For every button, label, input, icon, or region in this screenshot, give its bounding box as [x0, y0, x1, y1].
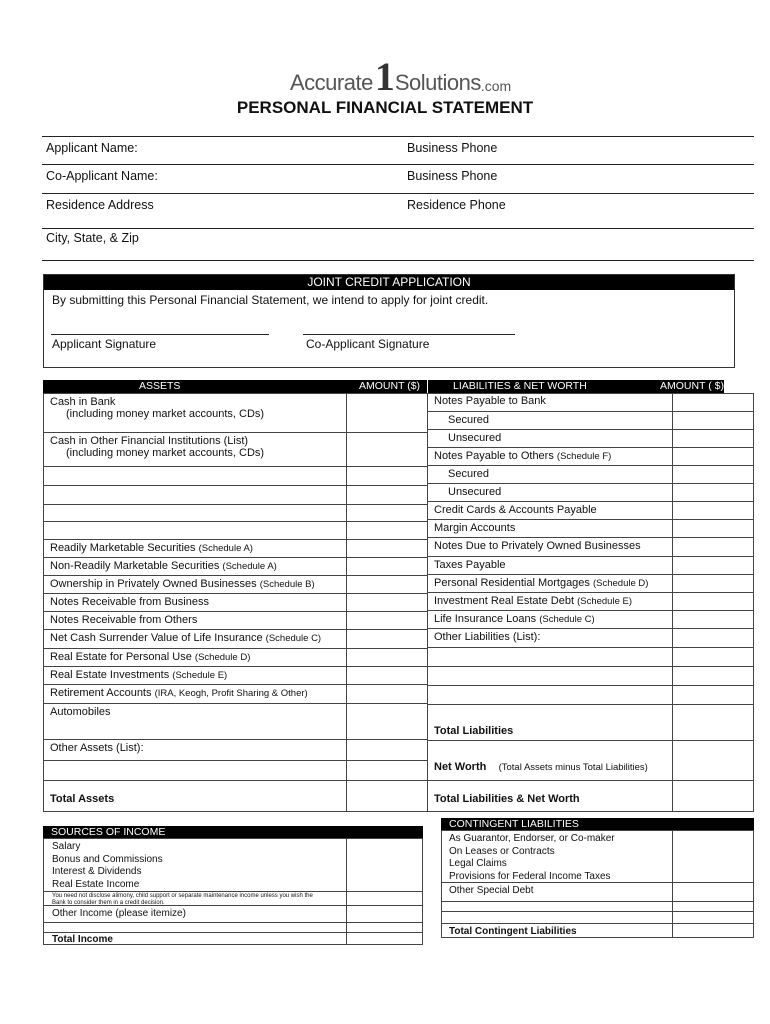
asset-blank-row[interactable]: [43, 760, 347, 781]
liabilities-header: LIABILITIES & NET WORTH: [453, 380, 587, 392]
liab-secured-1-amount[interactable]: [672, 411, 754, 430]
liab-total-amount[interactable]: [672, 704, 754, 741]
income-other-amount[interactable]: [346, 905, 423, 923]
company-logo: [290, 54, 512, 99]
applicant-signature-field[interactable]: [51, 334, 269, 335]
asset-notes-others: Notes Receivable from Others: [43, 611, 347, 630]
liab-life-loans-amount[interactable]: [672, 610, 754, 629]
contingent-list: [441, 830, 673, 883]
liab-credit-cards: Credit Cards & Accounts Payable: [427, 501, 673, 520]
income-total-amount[interactable]: [346, 932, 423, 945]
asset-retirement-accounts: Retirement Accounts (IRA, Keogh, Profit Sharing & Other): [43, 684, 347, 704]
asset-net-cash-life-insurance: Net Cash Surrender Value of Life Insurance (Schedule C): [43, 629, 347, 649]
asset-non-readily-marketable: Non-Readily Marketable Securities (Schedule A): [43, 557, 347, 576]
income-amounts[interactable]: [346, 838, 423, 892]
liab-notes-others-amount[interactable]: [672, 447, 754, 466]
co-applicant-name-field[interactable]: [42, 193, 754, 194]
income-real-estate: Real Estate Income: [52, 878, 140, 890]
co-applicant-signature-label: Co-Applicant Signature: [306, 337, 430, 351]
contingent-leases: On Leases or Contracts: [449, 845, 555, 857]
logo-word-2: Solutions: [394, 70, 481, 95]
asset-real-estate-personal: Real Estate for Personal Use (Schedule D): [43, 648, 347, 667]
liab-other-liabilities: Other Liabilities (List):: [427, 628, 673, 648]
asset-net-cash-amount[interactable]: [346, 629, 428, 649]
liab-total-net-worth: Total Liabilities & Net Worth: [427, 780, 673, 812]
liab-blank-amount[interactable]: [672, 647, 754, 667]
asset-readily-marketable-amount[interactable]: [346, 539, 428, 558]
income-heading: SOURCES OF INCOME: [43, 826, 423, 838]
liab-unsecured-1: Unsecured: [427, 429, 673, 448]
asset-automobiles: Automobiles: [43, 703, 347, 740]
contingent-total: Total Contingent Liabilities: [441, 923, 673, 938]
liab-margin-amount[interactable]: [672, 519, 754, 538]
assets-header-bar: [43, 380, 427, 393]
liab-net-worth: Net Worth (Total Assets minus Total Liabilities): [427, 740, 673, 781]
joint-credit-text: By submitting this Personal Financial Statement, we intend to apply for joint credit.: [52, 293, 489, 307]
logo-word-1: Accurate: [290, 70, 373, 95]
asset-blank-row[interactable]: [43, 485, 347, 505]
liab-blank-amount[interactable]: [672, 685, 754, 705]
co-applicant-signature-field[interactable]: [303, 334, 515, 335]
liab-mortgages: Personal Residential Mortgages (Schedule D): [427, 574, 673, 593]
liab-life-insurance-loans: Life Insurance Loans (Schedule C): [427, 610, 673, 629]
liab-margin-accounts: Margin Accounts: [427, 519, 673, 538]
income-disclaimer-amount[interactable]: [346, 891, 423, 906]
asset-other-assets-amount[interactable]: [346, 739, 428, 761]
income-salary: Salary: [52, 841, 81, 852]
liab-total-net-worth-amount[interactable]: [672, 780, 754, 812]
contingent-guarantor: As Guarantor, Endorser, or Co-maker: [449, 833, 615, 844]
logo-digit: 1: [374, 54, 395, 99]
liab-other-amount[interactable]: [672, 628, 754, 648]
liab-total-liabilities: Total Liabilities: [427, 704, 673, 741]
liabilities-header-bar: [428, 380, 724, 393]
asset-retirement-amount[interactable]: [346, 684, 428, 704]
asset-automobiles-amount[interactable]: [346, 703, 428, 740]
amount-header-right: AMOUNT ( $): [660, 380, 724, 392]
asset-readily-marketable: Readily Marketable Securities (Schedule A): [43, 539, 347, 558]
liab-investment-debt: Investment Real Estate Debt (Schedule E): [427, 592, 673, 611]
liab-mortgages-amount[interactable]: [672, 574, 754, 593]
asset-cash-other: Cash in Other Financial Institutions (List) (including money market accounts, CDs): [43, 432, 347, 467]
residence-address-label: Residence Address: [46, 198, 154, 212]
liab-investment-debt-amount[interactable]: [672, 592, 754, 611]
liab-notes-bank: Notes Payable to Bank: [427, 393, 673, 412]
liab-notes-bank-amount[interactable]: [672, 393, 754, 412]
contingent-other-amount[interactable]: [672, 882, 754, 902]
city-state-zip-label: City, State, & Zip: [46, 231, 139, 245]
contingent-heading: CONTINGENT LIABILITIES: [441, 818, 754, 830]
asset-total-assets: Total Assets: [43, 780, 347, 812]
liab-unsecured-1-amount[interactable]: [672, 429, 754, 448]
asset-notes-business: Notes Receivable from Business: [43, 593, 347, 612]
assets-header: ASSETS: [139, 380, 181, 392]
co-applicant-name-label: Co-Applicant Name:: [46, 169, 158, 183]
liab-unsecured-2: Unsecured: [427, 483, 673, 502]
asset-blank-amount[interactable]: [346, 760, 428, 781]
liab-blank-row[interactable]: [427, 666, 673, 686]
joint-credit-section: [43, 274, 735, 368]
income-list: [43, 838, 347, 892]
liab-notes-due-amount[interactable]: [672, 537, 754, 557]
page-title: PERSONAL FINANCIAL STATEMENT: [236, 98, 534, 117]
asset-ownership-amount[interactable]: [346, 575, 428, 594]
asset-non-readily-amount[interactable]: [346, 557, 428, 576]
asset-blank-amount[interactable]: [346, 504, 428, 522]
asset-total-amount[interactable]: [346, 780, 428, 812]
liab-blank-row[interactable]: [427, 647, 673, 667]
asset-blank-row[interactable]: [43, 521, 347, 540]
header-top-rule: [42, 136, 754, 137]
residence-phone-label: Residence Phone: [407, 198, 506, 212]
applicant-name-field[interactable]: [42, 164, 754, 165]
liab-blank-row[interactable]: [427, 685, 673, 705]
liab-credit-cards-amount[interactable]: [672, 501, 754, 520]
liab-secured-2: Secured: [427, 465, 673, 484]
asset-notes-others-amount[interactable]: [346, 611, 428, 630]
contingent-total-amount[interactable]: [672, 923, 754, 938]
contingent-provisions: Provisions for Federal Income Taxes: [449, 870, 611, 882]
asset-cash-other-amount[interactable]: [346, 432, 428, 467]
liab-taxes-amount[interactable]: [672, 556, 754, 575]
asset-blank-amount[interactable]: [346, 485, 428, 505]
amount-header-left: AMOUNT ($): [359, 380, 421, 392]
contingent-amounts[interactable]: [672, 830, 754, 883]
city-state-zip-field[interactable]: [42, 260, 754, 261]
asset-blank-amount[interactable]: [346, 521, 428, 540]
business-phone-label-1: Business Phone: [407, 141, 498, 155]
contingent-other: Other Special Debt: [441, 882, 673, 902]
asset-blank-row[interactable]: [43, 504, 347, 522]
income-bonus: Bonus and Commissions: [52, 853, 163, 865]
asset-real-estate-investments-amount[interactable]: [346, 666, 428, 685]
residence-address-field[interactable]: [42, 228, 754, 229]
applicant-name-label: Applicant Name:: [46, 141, 138, 155]
liab-notes-due: Notes Due to Privately Owned Businesses: [427, 537, 673, 557]
asset-real-estate-investments: Real Estate Investments (Schedule E): [43, 666, 347, 685]
liab-notes-others: Notes Payable to Others (Schedule F): [427, 447, 673, 466]
income-interest: Interest & Dividends: [52, 866, 142, 877]
income-total: Total Income: [43, 932, 347, 945]
asset-cash-in-bank-amount[interactable]: [346, 393, 428, 433]
applicant-signature-label: Applicant Signature: [52, 337, 157, 351]
logo-suffix: .com: [480, 78, 512, 94]
contingent-legal: Legal Claims: [449, 858, 507, 869]
asset-blank-amount[interactable]: [346, 466, 428, 486]
liab-net-worth-amount[interactable]: [672, 740, 754, 781]
asset-real-estate-personal-amount[interactable]: [346, 648, 428, 667]
liab-blank-amount[interactable]: [672, 666, 754, 686]
liab-unsecured-2-amount[interactable]: [672, 483, 754, 502]
asset-cash-in-bank: Cash in Bank (including money market accounts, CDs): [43, 393, 347, 433]
asset-notes-business-amount[interactable]: [346, 593, 428, 612]
asset-other-assets: Other Assets (List):: [43, 739, 347, 761]
income-disclaimer: You need not disclose alimony, child support or separate maintenance income unless you wish the Bank to consider them in a credit decision.: [43, 891, 347, 906]
liab-secured-2-amount[interactable]: [672, 465, 754, 484]
business-phone-label-2: Business Phone: [407, 169, 498, 183]
liab-secured-1: Secured: [427, 411, 673, 430]
joint-credit-heading: JOINT CREDIT APPLICATION: [44, 275, 734, 290]
liab-taxes-payable: Taxes Payable: [427, 556, 673, 575]
income-other: Other Income (please itemize): [43, 905, 347, 923]
asset-ownership-businesses: Ownership in Privately Owned Businesses (Schedule B): [43, 575, 347, 594]
asset-blank-row[interactable]: [43, 466, 347, 486]
